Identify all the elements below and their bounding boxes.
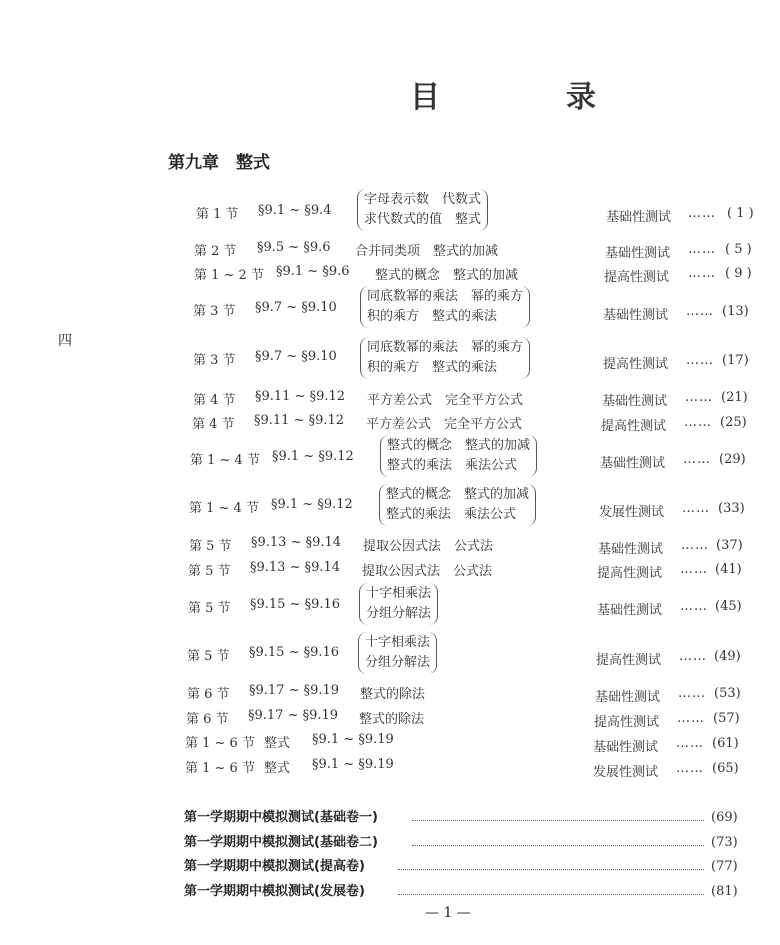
- toc-row-ref: §9.11 ~ §9.12: [255, 389, 346, 404]
- toc-row-section: 第 4 节: [192, 417, 235, 432]
- toc-row-section: 第 1 ~ 4 节: [189, 501, 259, 516]
- dot-leader: [412, 820, 704, 821]
- exam-page: (81): [711, 884, 738, 899]
- toc-row-ref: 整式: [264, 736, 291, 751]
- toc-row-topic: 提取公因式法 公式法: [363, 539, 494, 554]
- toc-row-test: 基础性测试: [605, 246, 671, 261]
- toc-row-ref: §9.1 ~ §9.12: [271, 497, 353, 512]
- exam-label: 第一学期期中模拟测试(基础卷一): [184, 810, 378, 825]
- dot-leader: [398, 894, 704, 895]
- exam-page: (73): [711, 835, 738, 850]
- toc-row-ref: §9.17 ~ §9.19: [248, 708, 339, 723]
- toc-row-test: 基础性测试: [593, 740, 659, 755]
- toc-row-section: 第 6 节: [187, 687, 230, 702]
- toc-row-dots: ……: [684, 415, 712, 430]
- toc-row-ref: §9.1 ~ §9.4: [258, 203, 332, 218]
- toc-row-dots: ……: [681, 538, 709, 553]
- toc-row-topic: 十字相乘法: [366, 586, 432, 601]
- toc-row-topic-group: [360, 286, 530, 328]
- toc-row-dots: ……: [679, 649, 707, 664]
- toc-row-dots: ……: [680, 562, 708, 577]
- toc-row-ref: §9.1 ~ §9.6: [276, 264, 350, 279]
- toc-row-section: 第 4 节: [193, 393, 236, 408]
- toc-row-page: (29): [719, 452, 746, 467]
- toc-row-topic: 整式的概念 整式的加减: [386, 487, 530, 502]
- toc-row-topic: 提取公因式法 公式法: [362, 564, 493, 579]
- exam-label: 第一学期期中模拟测试(发展卷): [184, 884, 365, 899]
- toc-row-page: (13): [722, 304, 749, 319]
- toc-row-ref: §9.17 ~ §9.19: [249, 683, 340, 698]
- toc-row-section: 第 3 节: [193, 353, 236, 368]
- toc-row-page: ( 5 ): [725, 242, 752, 257]
- toc-row-test: 发展性测试: [593, 765, 659, 780]
- toc-row-topic: 字母表示数 代数式: [364, 192, 482, 207]
- toc-row-topic-group: [358, 632, 437, 674]
- toc-row-ref: §9.13 ~ §9.14: [250, 560, 341, 575]
- toc-row-ref: §9.11 ~ §9.12: [254, 413, 345, 428]
- toc-row-test: 基础性测试: [606, 210, 672, 225]
- toc-row-test: 提高性测试: [604, 270, 670, 285]
- toc-row-section: 第 5 节: [189, 539, 232, 554]
- toc-row-page: (41): [715, 562, 742, 577]
- toc-row-page: (57): [713, 711, 740, 726]
- toc-row-dots: ……: [688, 266, 716, 281]
- toc-row-page: (65): [712, 761, 739, 776]
- toc-row-dots: ……: [676, 761, 704, 776]
- toc-row-topic: 合并同类项 整式的加减: [355, 244, 499, 259]
- exam-page: (77): [711, 859, 738, 874]
- toc-row-topic-group: [380, 435, 537, 477]
- toc-row-topic: 整式的概念 整式的加减: [375, 268, 519, 283]
- exam-label: 第一学期期中模拟测试(基础卷二): [184, 835, 378, 850]
- toc-row-section: 第 5 节: [188, 601, 231, 616]
- toc-row-page: (53): [714, 686, 741, 701]
- exam-label: 第一学期期中模拟测试(提高卷): [184, 859, 365, 874]
- toc-row-page: (33): [718, 501, 745, 516]
- toc-row-section: 第 6 节: [186, 712, 229, 727]
- toc-row-dots: ……: [686, 353, 714, 368]
- toc-row-test: 提高性测试: [597, 566, 663, 581]
- toc-row-topic: 十字相乘法: [365, 635, 431, 650]
- toc-row-page: ( 9 ): [725, 266, 752, 281]
- toc-row-test: 提高性测试: [596, 653, 662, 668]
- toc-row-dots: ……: [678, 686, 706, 701]
- toc-row-topic: 整式的乘法 乘法公式: [387, 458, 518, 473]
- side-mark: 四: [58, 333, 72, 349]
- toc-row-topic: 整式的乘法 乘法公式: [386, 507, 517, 522]
- toc-row-test: 提高性测试: [601, 419, 667, 434]
- toc-row-test: 基础性测试: [598, 542, 664, 557]
- toc-row-section: 第 2 节: [194, 244, 237, 259]
- toc-row-test: 基础性测试: [595, 690, 661, 705]
- toc-row-ref: 整式: [264, 761, 291, 776]
- toc-row-test: 提高性测试: [603, 357, 669, 372]
- dot-leader: [398, 869, 704, 870]
- toc-row-ref: §9.1 ~ §9.12: [272, 449, 354, 464]
- toc-row-ref: §9.15 ~ §9.16: [249, 645, 340, 660]
- toc-row-page: (21): [721, 390, 748, 405]
- toc-row-section: 第 1 ~ 6 节: [185, 761, 255, 776]
- page-title: 目 录: [410, 80, 644, 115]
- toc-row-page: (61): [712, 736, 739, 751]
- exam-page: (69): [711, 810, 738, 825]
- toc-row-section: 第 3 节: [193, 304, 236, 319]
- toc-row-section: 第 1 ~ 6 节: [185, 736, 255, 751]
- toc-row-section: 第 1 节: [196, 207, 239, 222]
- toc-row-topic: 求代数式的值 整式: [364, 212, 482, 227]
- toc-row-page: (49): [714, 649, 741, 664]
- toc-row-topic-group: [359, 583, 438, 625]
- page-number: — 1 —: [425, 905, 471, 921]
- toc-row-topic-group: [357, 189, 488, 231]
- toc-row-test: 基础性测试: [603, 308, 669, 323]
- toc-row-topic: 整式的除法: [360, 687, 426, 702]
- toc-row-topic: 积的乘方 整式的乘法: [367, 360, 498, 375]
- toc-row-dots: ……: [682, 501, 710, 516]
- toc-row-ref: §9.1 ~ §9.19: [312, 732, 394, 747]
- toc-row-section: 第 1 ~ 2 节: [194, 268, 264, 283]
- toc-row-dots: ……: [688, 242, 716, 257]
- toc-row-topic-group: [379, 484, 536, 526]
- toc-row-ref: §9.7 ~ §9.10: [255, 349, 337, 364]
- toc-row-topic: 同底数幂的乘法 幂的乘方: [367, 289, 524, 304]
- toc-row-topic: 平方差公式 完全平方公式: [366, 417, 523, 432]
- toc-row-dots: ……: [688, 206, 716, 221]
- toc-row-ref: §9.5 ~ §9.6: [257, 240, 331, 255]
- toc-row-topic: 平方差公式 完全平方公式: [367, 393, 524, 408]
- toc-row-dots: ……: [685, 390, 713, 405]
- toc-row-topic: 整式的概念 整式的加减: [387, 438, 531, 453]
- toc-row-topic: 整式的除法: [359, 712, 425, 727]
- toc-row-topic: 积的乘方 整式的乘法: [367, 309, 498, 324]
- toc-row-topic: 分组分解法: [366, 606, 432, 621]
- toc-row-topic: 分组分解法: [365, 655, 431, 670]
- toc-row-dots: ……: [686, 304, 714, 319]
- toc-row-ref: §9.15 ~ §9.16: [250, 597, 341, 612]
- toc-row-ref: §9.7 ~ §9.10: [255, 300, 337, 315]
- toc-row-section: 第 5 节: [188, 564, 231, 579]
- toc-row-topic: 同底数幂的乘法 幂的乘方: [367, 340, 524, 355]
- toc-row-test: 基础性测试: [600, 456, 666, 471]
- dot-leader: [412, 845, 704, 846]
- toc-row-page: (45): [715, 599, 742, 614]
- toc-row-dots: ……: [680, 599, 708, 614]
- toc-row-page: (17): [722, 353, 749, 368]
- toc-row-ref: §9.13 ~ §9.14: [251, 535, 342, 550]
- toc-row-test: 基础性测试: [597, 603, 663, 618]
- toc-row-test: 基础性测试: [602, 394, 668, 409]
- toc-row-page: ( 1 ): [727, 206, 754, 221]
- chapter-heading: 第九章 整式: [168, 153, 270, 173]
- toc-row-page: (37): [716, 538, 743, 553]
- toc-row-dots: ……: [677, 711, 705, 726]
- toc-row-topic-group: [360, 337, 530, 379]
- toc-row-dots: ……: [676, 736, 704, 751]
- toc-row-section: 第 5 节: [187, 649, 230, 664]
- toc-row-ref: §9.1 ~ §9.19: [312, 757, 394, 772]
- toc-row-test: 提高性测试: [594, 715, 660, 730]
- toc-row-page: (25): [720, 415, 747, 430]
- toc-row-section: 第 1 ~ 4 节: [190, 453, 260, 468]
- toc-row-dots: ……: [683, 452, 711, 467]
- toc-row-test: 发展性测试: [599, 505, 665, 520]
